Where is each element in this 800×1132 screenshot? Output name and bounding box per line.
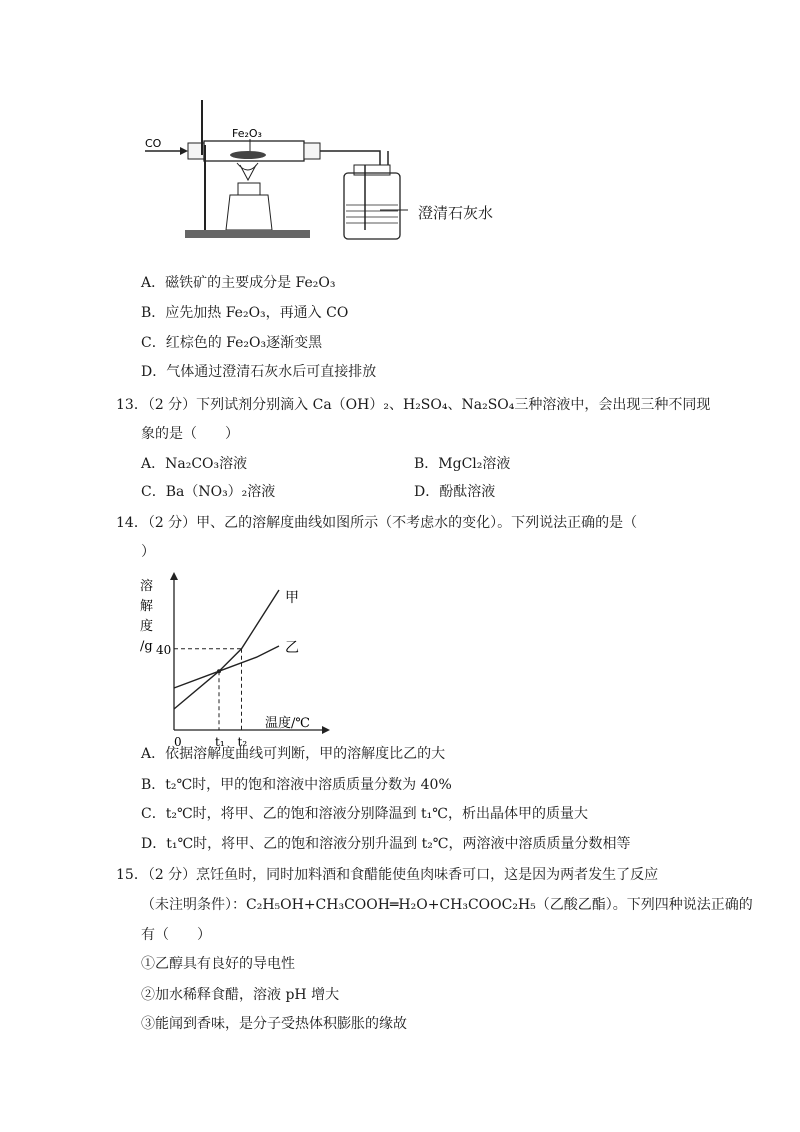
series-label-jia: 甲 xyxy=(285,590,299,606)
q12-option-b: B．应先加热 Fe₂O₃，再通入 CO xyxy=(141,305,349,321)
q13-stem-line1: 13．（2 分）下列试剂分别滴入 Ca（OH）₂、H₂SO₄、Na₂SO₄三种溶液中，会出现三种不同现 xyxy=(116,397,711,413)
x-tick-t2: t₂ xyxy=(237,735,248,749)
q15-item-1: ①乙醇具有良好的导电性 xyxy=(141,956,295,972)
x-tick-0: 0 xyxy=(174,735,182,749)
q14-option-d: D．t₁℃时，将甲、乙的饱和溶液分别升温到 t₂℃，两溶液中溶质质量分数相等 xyxy=(141,836,631,852)
q13-option-b: B．MgCl₂溶液 xyxy=(414,456,511,472)
q14-option-b: B．t₂℃时，甲的饱和溶液中溶质质量分数为 40% xyxy=(141,777,452,793)
x-tick-t1: t₁ xyxy=(215,735,225,749)
q13-option-a: A．Na₂CO₃溶液 xyxy=(141,456,248,472)
fe2o3-powder xyxy=(230,151,266,159)
y-axis-label-1: 溶 xyxy=(140,579,154,594)
q15-stem-line1: 15．（2 分）烹饪鱼时，同时加料酒和食醋能使鱼肉味香可口，这是因为两者发生了反应 xyxy=(116,867,659,883)
q12-option-a: A．磁铁矿的主要成分是 Fe₂O₃ xyxy=(141,275,336,291)
q13-option-c: C．Ba（NO₃）₂溶液 xyxy=(141,484,276,500)
x-axis-arrow-icon xyxy=(322,726,330,734)
q14-option-c: C．t₂℃时，将甲、乙的饱和溶液分别降温到 t₁℃，析出晶体甲的质量大 xyxy=(141,806,588,822)
stand-base xyxy=(185,230,310,238)
alcohol-lamp xyxy=(226,195,272,230)
q13-option-d: D．酚酞溶液 xyxy=(414,484,496,500)
y-axis-label-4: /g xyxy=(140,639,153,654)
q15-item-3: ③能闻到香味，是分子受热体积膨胀的缘故 xyxy=(141,1016,407,1032)
intersection-point xyxy=(217,669,221,673)
q15-item-2: ②加水稀释食醋，溶液 pH 增大 xyxy=(141,987,340,1003)
series-line-jia xyxy=(174,590,279,709)
series-label-yi: 乙 xyxy=(285,640,299,656)
series-line-yi xyxy=(174,646,279,688)
y-tick-40: 40 xyxy=(156,642,172,657)
lamp-neck xyxy=(238,183,260,195)
q14-stem-line1: 14．（2 分）甲、乙的溶解度曲线如图所示（不考虑水的变化）。下列说法正确的是（ xyxy=(116,515,638,531)
q15-stem-line2: （未注明条件）：C₂H₅OH+CH₃COOH═H₂O+CH₃COOC₂H₅（乙酸乙酯）。下列四种说法正确的 xyxy=(141,897,753,913)
q15-stem-line3: 有（ ） xyxy=(141,927,211,943)
y-axis-label-2: 解 xyxy=(140,599,154,614)
q14-stem-line2: ） xyxy=(141,544,155,560)
q14-option-a: A．依据溶解度曲线可判断，甲的溶解度比乙的大 xyxy=(141,746,446,762)
apparatus-diagram xyxy=(140,95,410,245)
flame-icon xyxy=(237,163,258,180)
co-label: CO xyxy=(145,137,162,150)
outlet-tube xyxy=(320,151,380,165)
limewater-label: 澄清石灰水 xyxy=(418,204,494,222)
q12-option-d: D．气体通过澄清石灰水后可直接排放 xyxy=(141,364,377,380)
q13-stem-line2: 象的是（ ） xyxy=(141,426,239,442)
x-axis-label: 温度/℃ xyxy=(265,716,310,731)
limewater-liquid xyxy=(346,205,398,223)
arrow-head-icon xyxy=(180,147,188,155)
y-axis-arrow-icon xyxy=(170,572,178,580)
fe2o3-label: Fe₂O₃ xyxy=(232,127,262,140)
right-stopper xyxy=(304,143,320,159)
q12-option-c: C．红棕色的 Fe₂O₃逐渐变黑 xyxy=(141,335,323,351)
wash-bottle xyxy=(344,173,400,239)
solubility-chart xyxy=(140,570,330,749)
y-axis-label-3: 度 xyxy=(140,619,154,634)
